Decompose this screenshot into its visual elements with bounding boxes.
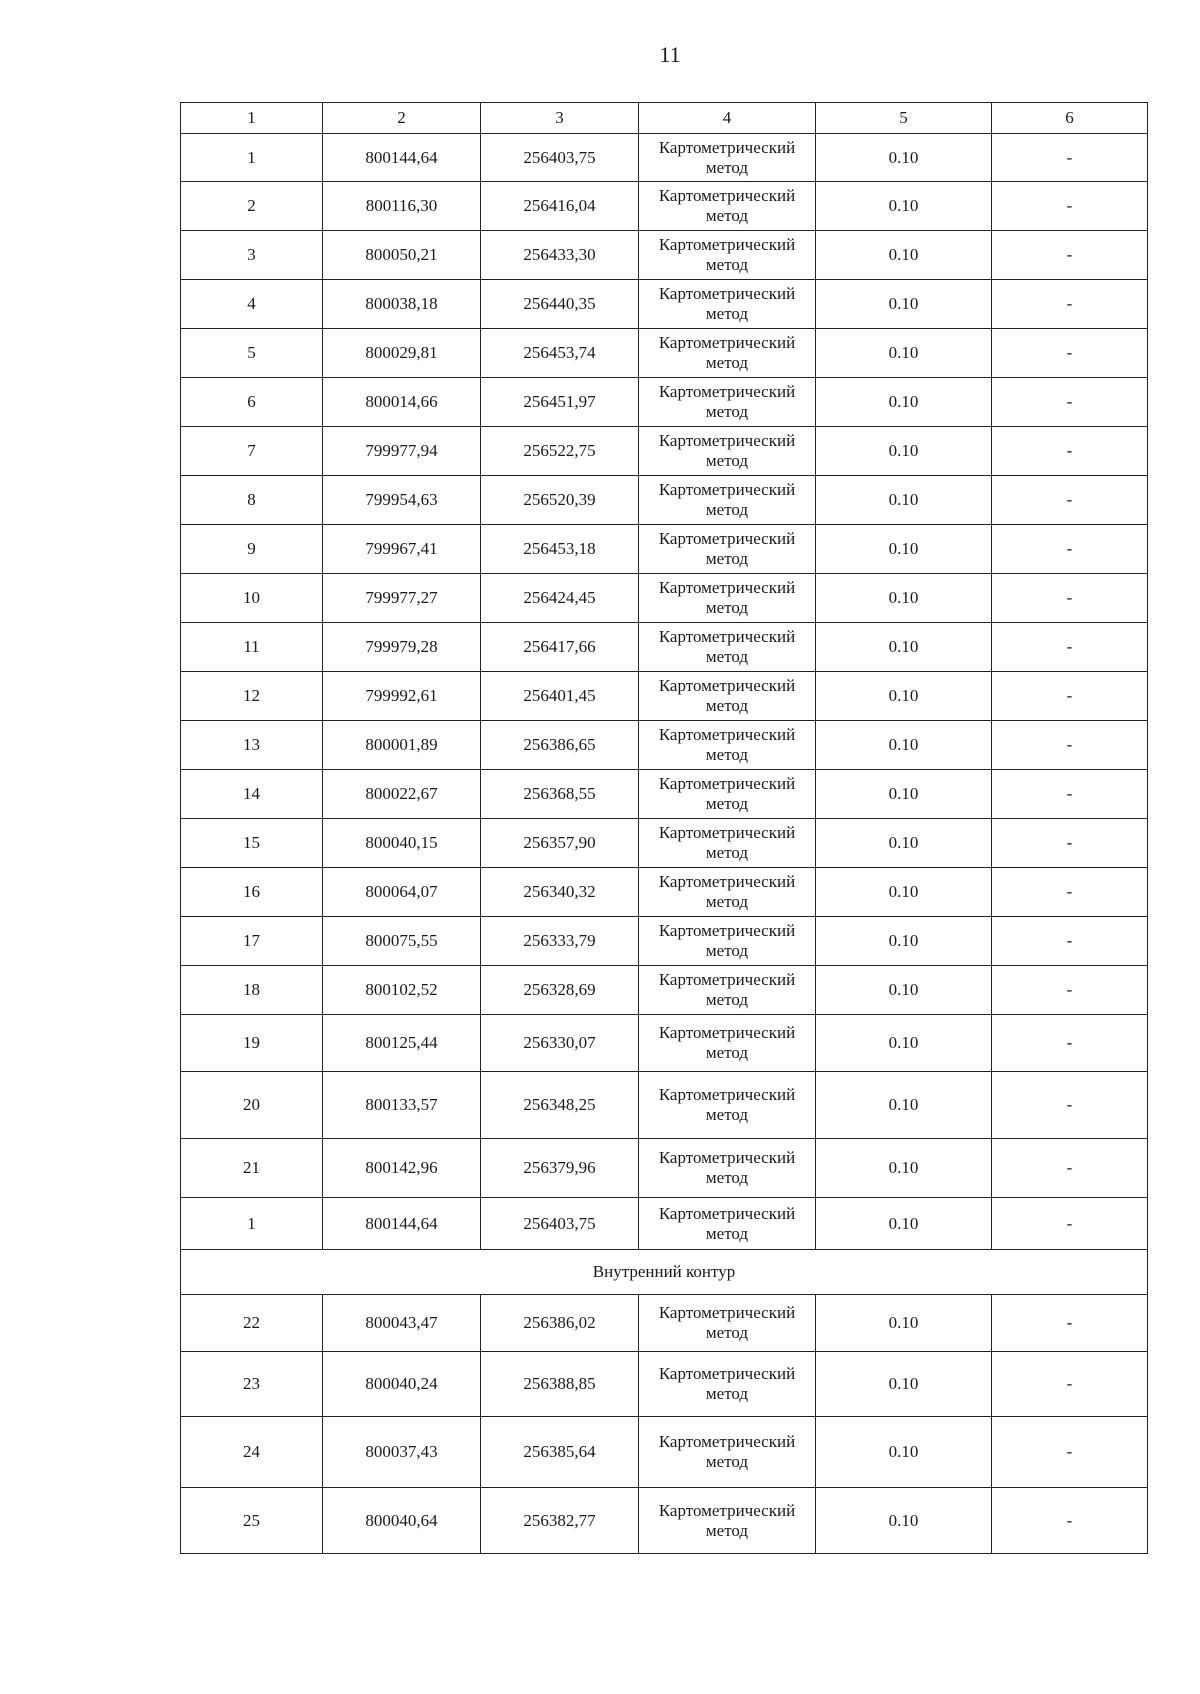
point-number-cell: 22: [181, 1295, 323, 1352]
method-line-2: метод: [705, 990, 749, 1009]
y-coordinate-cell: 256357,90: [481, 819, 639, 868]
note-cell: -: [992, 427, 1148, 476]
y-coordinate-cell: 256382,77: [481, 1488, 639, 1554]
note-cell: -: [992, 770, 1148, 819]
note-cell: -: [992, 1295, 1148, 1352]
accuracy-cell: 0.10: [816, 868, 992, 917]
point-number-cell: 2: [181, 182, 323, 231]
accuracy-cell: 0.10: [816, 770, 992, 819]
method-line-2: метод: [705, 794, 749, 813]
x-coordinate-cell: 799977,94: [323, 427, 481, 476]
note-cell: -: [992, 476, 1148, 525]
column-header: 3: [481, 103, 639, 134]
y-coordinate-cell: 256368,55: [481, 770, 639, 819]
y-coordinate-cell: 256522,75: [481, 427, 639, 476]
point-number-cell: 3: [181, 231, 323, 280]
accuracy-cell: 0.10: [816, 917, 992, 966]
x-coordinate-cell: 800001,89: [323, 721, 481, 770]
method-line-1: Картометрический: [658, 627, 796, 646]
point-number-cell: 7: [181, 427, 323, 476]
x-coordinate-cell: 799992,61: [323, 672, 481, 721]
table-row: [181, 280, 1148, 329]
note-cell: -: [992, 1072, 1148, 1139]
note-cell: -: [992, 280, 1148, 329]
x-coordinate-cell: 800144,64: [323, 134, 481, 182]
accuracy-cell: 0.10: [816, 427, 992, 476]
point-number-cell: 6: [181, 378, 323, 427]
method-line-2: метод: [705, 304, 749, 323]
point-number-cell: 5: [181, 329, 323, 378]
table-row: [181, 1417, 1148, 1488]
note-cell: -: [992, 966, 1148, 1015]
method-line-1: Картометрический: [658, 1148, 796, 1167]
method-cell: [639, 231, 816, 280]
method-line-2: метод: [705, 941, 749, 960]
y-coordinate-cell: 256386,65: [481, 721, 639, 770]
y-coordinate-cell: 256417,66: [481, 623, 639, 672]
note-cell: -: [992, 329, 1148, 378]
point-number-cell: 4: [181, 280, 323, 329]
method-line-1: Картометрический: [658, 823, 796, 842]
accuracy-cell: 0.10: [816, 476, 992, 525]
y-coordinate-cell: 256416,04: [481, 182, 639, 231]
method-line-1: Картометрический: [658, 1432, 796, 1451]
method-line-2: метод: [705, 1452, 749, 1471]
accuracy-cell: 0.10: [816, 574, 992, 623]
x-coordinate-cell: 800022,67: [323, 770, 481, 819]
table-row: [181, 868, 1148, 917]
method-line-2: метод: [705, 1168, 749, 1187]
table-row: [181, 378, 1148, 427]
method-line-1: Картометрический: [658, 1500, 796, 1520]
point-number-cell: 10: [181, 574, 323, 623]
x-coordinate-cell: 799954,63: [323, 476, 481, 525]
x-coordinate-cell: 800014,66: [323, 378, 481, 427]
method-line-2: метод: [705, 745, 749, 764]
y-coordinate-cell: 256333,79: [481, 917, 639, 966]
note-cell: -: [992, 1139, 1148, 1198]
x-coordinate-cell: 800029,81: [323, 329, 481, 378]
table-row: [181, 1139, 1148, 1198]
method-line-2: метод: [705, 549, 749, 568]
point-number-cell: 20: [181, 1072, 323, 1139]
accuracy-cell: 0.10: [816, 966, 992, 1015]
note-cell: -: [992, 672, 1148, 721]
coordinates-table: [180, 102, 1148, 1554]
method-line-1: Картометрический: [658, 970, 796, 989]
method-cell: [639, 868, 816, 917]
table-row: [181, 819, 1148, 868]
method-line-1: Картометрический: [658, 235, 796, 254]
accuracy-cell: 0.10: [816, 623, 992, 672]
table-row: [181, 672, 1148, 721]
x-coordinate-cell: 800037,43: [323, 1417, 481, 1488]
point-number-cell: 24: [181, 1417, 323, 1488]
point-number-cell: 23: [181, 1352, 323, 1417]
y-coordinate-cell: 256328,69: [481, 966, 639, 1015]
method-line-1: Картометрический: [658, 137, 796, 157]
method-cell: [639, 1417, 816, 1488]
point-number-cell: 13: [181, 721, 323, 770]
note-cell: -: [992, 623, 1148, 672]
x-coordinate-cell: 800040,64: [323, 1488, 481, 1554]
point-number-cell: 21: [181, 1139, 323, 1198]
point-number-cell: 18: [181, 966, 323, 1015]
method-cell: [639, 721, 816, 770]
table-row: [181, 134, 1148, 182]
table-row: [181, 721, 1148, 770]
method-line-2: метод: [705, 892, 749, 911]
method-line-1: Картометрический: [658, 1303, 796, 1322]
method-cell: [639, 1295, 816, 1352]
method-line-2: метод: [705, 696, 749, 715]
x-coordinate-cell: 800116,30: [323, 182, 481, 231]
method-cell: [639, 1139, 816, 1198]
table-row: [181, 231, 1148, 280]
table-row: [181, 476, 1148, 525]
method-line-1: Картометрический: [658, 1203, 796, 1223]
x-coordinate-cell: 800125,44: [323, 1015, 481, 1072]
method-cell: [639, 574, 816, 623]
point-number-cell: 9: [181, 525, 323, 574]
table-row: [181, 917, 1148, 966]
method-line-2: метод: [705, 1043, 749, 1062]
accuracy-cell: 0.10: [816, 329, 992, 378]
note-cell: -: [992, 182, 1148, 231]
method-line-2: метод: [705, 1384, 749, 1403]
accuracy-cell: 0.10: [816, 378, 992, 427]
x-coordinate-cell: 799967,41: [323, 525, 481, 574]
method-line-2: метод: [705, 1105, 749, 1124]
y-coordinate-cell: 256403,75: [481, 134, 639, 182]
point-number-cell: 11: [181, 623, 323, 672]
method-cell: [639, 917, 816, 966]
table-row: [181, 1072, 1148, 1139]
note-cell: -: [992, 378, 1148, 427]
note-cell: -: [992, 574, 1148, 623]
accuracy-cell: 0.10: [816, 1198, 992, 1250]
x-coordinate-cell: 800064,07: [323, 868, 481, 917]
x-coordinate-cell: 800043,47: [323, 1295, 481, 1352]
note-cell: -: [992, 231, 1148, 280]
method-line-2: метод: [705, 500, 749, 519]
point-number-cell: 14: [181, 770, 323, 819]
y-coordinate-cell: 256386,02: [481, 1295, 639, 1352]
table-row: [181, 1295, 1148, 1352]
method-line-2: метод: [705, 1323, 749, 1342]
method-line-1: Картометрический: [658, 1085, 796, 1104]
method-line-1: Картометрический: [658, 431, 796, 450]
accuracy-cell: 0.10: [816, 525, 992, 574]
accuracy-cell: 0.10: [816, 1417, 992, 1488]
method-line-1: Картометрический: [658, 578, 796, 597]
table-row: [181, 427, 1148, 476]
y-coordinate-cell: 256433,30: [481, 231, 639, 280]
note-cell: -: [992, 525, 1148, 574]
method-line-2: метод: [705, 206, 749, 225]
point-number-cell: 1: [181, 1198, 323, 1250]
method-line-2: метод: [705, 843, 749, 862]
table-row: [181, 1488, 1148, 1554]
note-cell: -: [992, 134, 1148, 182]
method-cell: [639, 134, 816, 182]
point-number-cell: 16: [181, 868, 323, 917]
x-coordinate-cell: 800102,52: [323, 966, 481, 1015]
method-line-1: Картометрический: [658, 382, 796, 401]
table-row: [181, 525, 1148, 574]
method-cell: [639, 1488, 816, 1554]
accuracy-cell: 0.10: [816, 134, 992, 182]
x-coordinate-cell: 800133,57: [323, 1072, 481, 1139]
method-cell: [639, 182, 816, 231]
table-row: [181, 1352, 1148, 1417]
table-header-row: [181, 103, 1148, 134]
accuracy-cell: 0.10: [816, 721, 992, 770]
note-cell: -: [992, 917, 1148, 966]
method-line-2: метод: [705, 598, 749, 617]
x-coordinate-cell: 800142,96: [323, 1139, 481, 1198]
section-row: [181, 1250, 1148, 1295]
method-line-2: метод: [705, 451, 749, 470]
note-cell: -: [992, 819, 1148, 868]
x-coordinate-cell: 800040,15: [323, 819, 481, 868]
x-coordinate-cell: 800040,24: [323, 1352, 481, 1417]
method-line-1: Картометрический: [658, 1023, 796, 1042]
method-cell: [639, 378, 816, 427]
point-number-cell: 17: [181, 917, 323, 966]
point-number-cell: 19: [181, 1015, 323, 1072]
section-title: Внутренний контур: [181, 1250, 1148, 1295]
accuracy-cell: 0.10: [816, 1488, 992, 1554]
method-line-1: Картометрический: [658, 480, 796, 499]
point-number-cell: 25: [181, 1488, 323, 1554]
method-cell: [639, 623, 816, 672]
method-line-2: метод: [705, 647, 749, 666]
table-row: [181, 182, 1148, 231]
method-line-1: Картометрический: [658, 872, 796, 891]
y-coordinate-cell: 256340,32: [481, 868, 639, 917]
method-cell: [639, 1198, 816, 1250]
method-cell: [639, 525, 816, 574]
method-cell: [639, 1072, 816, 1139]
method-line-1: Картометрический: [658, 529, 796, 548]
x-coordinate-cell: 800050,21: [323, 231, 481, 280]
note-cell: -: [992, 868, 1148, 917]
y-coordinate-cell: 256451,97: [481, 378, 639, 427]
note-cell: -: [992, 1015, 1148, 1072]
x-coordinate-cell: 799979,28: [323, 623, 481, 672]
method-line-1: Картометрический: [658, 921, 796, 940]
method-line-1: Картометрический: [658, 333, 796, 352]
accuracy-cell: 0.10: [816, 1295, 992, 1352]
x-coordinate-cell: 799977,27: [323, 574, 481, 623]
x-coordinate-cell: 800144,64: [323, 1198, 481, 1250]
method-line-1: Картометрический: [658, 774, 796, 793]
method-line-2: метод: [705, 353, 749, 372]
accuracy-cell: 0.10: [816, 819, 992, 868]
note-cell: -: [992, 1198, 1148, 1250]
y-coordinate-cell: 256453,18: [481, 525, 639, 574]
table-row: [181, 574, 1148, 623]
point-number-cell: 1: [181, 134, 323, 182]
y-coordinate-cell: 256385,64: [481, 1417, 639, 1488]
column-header: 2: [323, 103, 481, 134]
method-line-2: метод: [705, 1520, 749, 1540]
method-line-1: Картометрический: [658, 284, 796, 303]
table-row: [181, 329, 1148, 378]
method-cell: [639, 672, 816, 721]
method-cell: [639, 770, 816, 819]
note-cell: -: [992, 721, 1148, 770]
method-cell: [639, 280, 816, 329]
column-header: 4: [639, 103, 816, 134]
method-line-2: метод: [705, 255, 749, 274]
x-coordinate-cell: 800075,55: [323, 917, 481, 966]
point-number-cell: 12: [181, 672, 323, 721]
table-row: [181, 1015, 1148, 1072]
y-coordinate-cell: 256348,25: [481, 1072, 639, 1139]
accuracy-cell: 0.10: [816, 1352, 992, 1417]
method-cell: [639, 1015, 816, 1072]
y-coordinate-cell: 256424,45: [481, 574, 639, 623]
accuracy-cell: 0.10: [816, 1139, 992, 1198]
method-cell: [639, 1352, 816, 1417]
column-header: 5: [816, 103, 992, 134]
table-row: [181, 1198, 1148, 1250]
table-row: [181, 623, 1148, 672]
method-cell: [639, 476, 816, 525]
y-coordinate-cell: 256453,74: [481, 329, 639, 378]
accuracy-cell: 0.10: [816, 280, 992, 329]
table-row: [181, 966, 1148, 1015]
method-line-1: Картометрический: [658, 186, 796, 205]
method-line-1: Картометрический: [658, 1364, 796, 1383]
y-coordinate-cell: 256520,39: [481, 476, 639, 525]
x-coordinate-cell: 800038,18: [323, 280, 481, 329]
method-line-2: метод: [705, 1223, 749, 1243]
method-cell: [639, 966, 816, 1015]
y-coordinate-cell: 256379,96: [481, 1139, 639, 1198]
point-number-cell: 15: [181, 819, 323, 868]
note-cell: -: [992, 1417, 1148, 1488]
method-line-2: метод: [705, 402, 749, 421]
point-number-cell: 8: [181, 476, 323, 525]
accuracy-cell: 0.10: [816, 1015, 992, 1072]
y-coordinate-cell: 256440,35: [481, 280, 639, 329]
note-cell: -: [992, 1352, 1148, 1417]
accuracy-cell: 0.10: [816, 672, 992, 721]
column-header: 6: [992, 103, 1148, 134]
method-cell: [639, 427, 816, 476]
method-line-2: метод: [705, 157, 749, 177]
method-cell: [639, 819, 816, 868]
table-row: [181, 770, 1148, 819]
accuracy-cell: 0.10: [816, 231, 992, 280]
method-line-1: Картометрический: [658, 676, 796, 695]
method-cell: [639, 329, 816, 378]
accuracy-cell: 0.10: [816, 1072, 992, 1139]
page-number: 11: [659, 42, 681, 67]
y-coordinate-cell: 256330,07: [481, 1015, 639, 1072]
column-header: 1: [181, 103, 323, 134]
method-line-1: Картометрический: [658, 725, 796, 744]
accuracy-cell: 0.10: [816, 182, 992, 231]
y-coordinate-cell: 256401,45: [481, 672, 639, 721]
y-coordinate-cell: 256403,75: [481, 1198, 639, 1250]
y-coordinate-cell: 256388,85: [481, 1352, 639, 1417]
note-cell: -: [992, 1488, 1148, 1554]
